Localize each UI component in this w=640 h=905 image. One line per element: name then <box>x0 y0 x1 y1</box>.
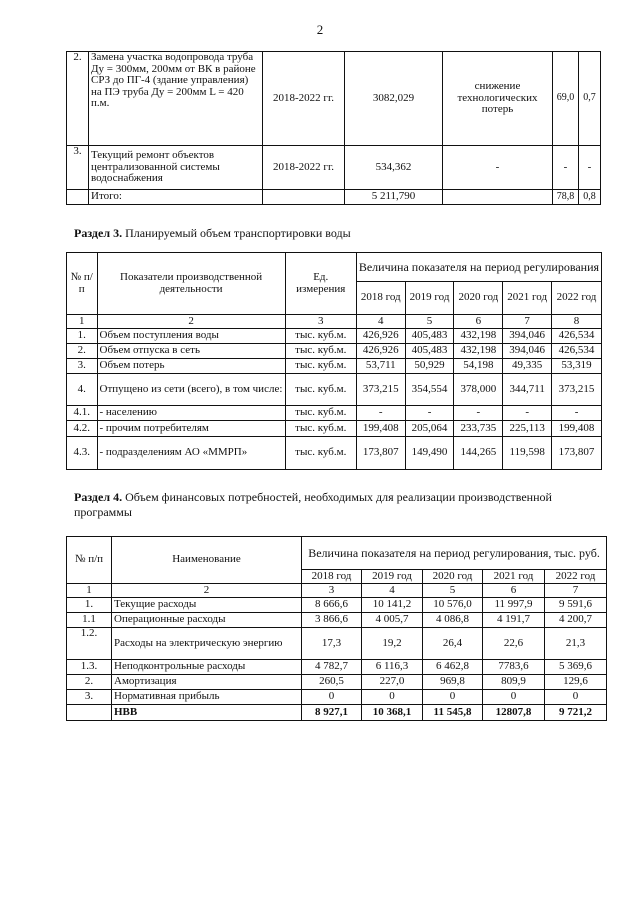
table-row <box>67 660 607 675</box>
table-row <box>67 52 601 146</box>
table-row <box>67 598 607 613</box>
measures-table <box>66 51 601 205</box>
row-value: 10 141,2 <box>362 598 423 613</box>
row-value: 344,711 <box>503 374 552 406</box>
col-number: 8 <box>552 315 602 329</box>
header-year: 2021 год <box>503 282 552 315</box>
table-total-row <box>67 190 601 205</box>
table-row <box>67 675 607 690</box>
row-value: 4 086,8 <box>423 613 483 628</box>
section3-title: Планируемый объем транспортировки воды <box>125 226 351 240</box>
section4-title: Объем финансовых потребностей, необходимых для реализации производственной программы <box>74 490 552 519</box>
row-value: 809,9 <box>483 675 545 690</box>
row-number: 4.1. <box>67 406 98 421</box>
col-number: 4 <box>356 315 405 329</box>
row-name: Объем потерь <box>97 359 285 374</box>
measure-name: Текущий ремонт объектов централизованной системы водоснабжения <box>89 146 263 190</box>
table-row <box>67 374 602 406</box>
col-number: 7 <box>503 315 552 329</box>
row-value: 969,8 <box>423 675 483 690</box>
measure-period: 2018-2022 гг. <box>263 52 345 146</box>
row-unit: тыс. куб.м. <box>285 329 356 344</box>
table-row <box>67 437 602 470</box>
row-number: 1.2. <box>67 628 112 660</box>
header-period: Величина показателя на период регулирования, тыс. руб. <box>302 537 607 570</box>
header-year: 2021 год <box>483 570 545 584</box>
row-value: 233,735 <box>454 421 503 437</box>
total-cost: 5 211,790 <box>345 190 443 205</box>
row-value: 426,926 <box>356 344 405 359</box>
total-value: 9 721,2 <box>545 705 607 721</box>
row-value: 149,490 <box>405 437 454 470</box>
row-value: 8 666,6 <box>302 598 362 613</box>
row-value: 22,6 <box>483 628 545 660</box>
row-value: 11 997,9 <box>483 598 545 613</box>
header-year: 2022 год <box>552 282 602 315</box>
row-number: 4.3. <box>67 437 98 470</box>
row-unit: тыс. куб.м. <box>285 406 356 421</box>
row-value: 17,3 <box>302 628 362 660</box>
header-year: 2020 год <box>454 282 503 315</box>
row-value: 50,929 <box>405 359 454 374</box>
row-value: 432,198 <box>454 344 503 359</box>
row-value: 5 369,6 <box>545 660 607 675</box>
measure-effect: - <box>443 146 553 190</box>
section3-label: Раздел 3. <box>74 226 123 240</box>
col-number: 2 <box>97 315 285 329</box>
header-num: № п/п <box>67 253 98 315</box>
row-value: 6 116,3 <box>362 660 423 675</box>
measure-value-2: - <box>579 146 601 190</box>
col-number: 7 <box>545 584 607 598</box>
header-period: Величина показателя на период регулирования <box>356 253 601 282</box>
measure-period: 2018-2022 гг. <box>263 146 345 190</box>
row-value: 49,335 <box>503 359 552 374</box>
table-row <box>67 690 607 705</box>
measure-effect: снижение технологических потерь <box>443 52 553 146</box>
row-value: - <box>552 406 602 421</box>
row-name: - населению <box>97 406 285 421</box>
header-unit: Ед. измерения <box>285 253 356 315</box>
row-value: 405,483 <box>405 344 454 359</box>
table-row <box>67 329 602 344</box>
row-value: 53,711 <box>356 359 405 374</box>
row-number: 4.2. <box>67 421 98 437</box>
row-value: 4 782,7 <box>302 660 362 675</box>
row-name: Амортизация <box>112 675 302 690</box>
row-number: 1. <box>67 329 98 344</box>
row-value: 119,598 <box>503 437 552 470</box>
header-year: 2018 год <box>356 282 405 315</box>
row-value: 205,064 <box>405 421 454 437</box>
section4-label: Раздел 4. <box>74 490 123 504</box>
table-row <box>67 344 602 359</box>
row-value: 129,6 <box>545 675 607 690</box>
row-number: 3. <box>67 146 89 190</box>
row-number: 4. <box>67 374 98 406</box>
row-value: 405,483 <box>405 329 454 344</box>
total-value: 10 368,1 <box>362 705 423 721</box>
row-unit: тыс. куб.м. <box>285 359 356 374</box>
row-value: 26,4 <box>423 628 483 660</box>
row-name: Операционные расходы <box>112 613 302 628</box>
row-name: Неподконтрольные расходы <box>112 660 302 675</box>
header-indicator: Показатели производственной деятельности <box>97 253 285 315</box>
col-number: 4 <box>362 584 423 598</box>
row-number: 2. <box>67 52 89 146</box>
total-value: 11 545,8 <box>423 705 483 721</box>
row-value: 432,198 <box>454 329 503 344</box>
row-unit: тыс. куб.м. <box>285 421 356 437</box>
row-value: 394,046 <box>503 344 552 359</box>
row-number: 2. <box>67 344 98 359</box>
section4-heading <box>74 490 604 520</box>
row-value: - <box>405 406 454 421</box>
total-name: НВВ <box>112 705 302 721</box>
col-number: 2 <box>112 584 302 598</box>
row-value: 0 <box>545 690 607 705</box>
row-value: 199,408 <box>356 421 405 437</box>
measure-value-1: 69,0 <box>553 52 579 146</box>
header-year: 2019 год <box>362 570 423 584</box>
header-year: 2019 год <box>405 282 454 315</box>
row-value: 173,807 <box>552 437 602 470</box>
row-value: 7783,6 <box>483 660 545 675</box>
row-value: 21,3 <box>545 628 607 660</box>
header-year: 2020 год <box>423 570 483 584</box>
col-number: 5 <box>423 584 483 598</box>
row-value: 373,215 <box>552 374 602 406</box>
row-value: 10 576,0 <box>423 598 483 613</box>
header-year: 2018 год <box>302 570 362 584</box>
row-value: 225,113 <box>503 421 552 437</box>
row-value: 354,554 <box>405 374 454 406</box>
row-value: 4 005,7 <box>362 613 423 628</box>
table-total-row <box>67 705 607 721</box>
measure-cost: 3082,029 <box>345 52 443 146</box>
row-unit: тыс. куб.м. <box>285 437 356 470</box>
row-value: 53,319 <box>552 359 602 374</box>
row-value: 0 <box>423 690 483 705</box>
measure-name: Замена участка водопровода труба Ду = 300мм, 200мм от ВК в районе СРЗ до ПГ-4 (здание управления) на ПЭ труба Ду = 200мм L = 420 п.м. <box>89 52 263 146</box>
row-value: 4 191,7 <box>483 613 545 628</box>
header-year: 2022 год <box>545 570 607 584</box>
section3-heading <box>74 226 351 241</box>
row-value: 426,534 <box>552 329 602 344</box>
total-value-2: 0,8 <box>579 190 601 205</box>
row-value: 19,2 <box>362 628 423 660</box>
col-number: 5 <box>405 315 454 329</box>
col-number: 3 <box>285 315 356 329</box>
col-number: 1 <box>67 315 98 329</box>
water-transport-table <box>66 252 602 470</box>
page-number: 2 <box>316 22 324 37</box>
row-value: 426,534 <box>552 344 602 359</box>
row-unit: тыс. куб.м. <box>285 344 356 359</box>
row-value: 394,046 <box>503 329 552 344</box>
column-number-row <box>67 584 607 598</box>
row-value: - <box>356 406 405 421</box>
row-value: 9 591,6 <box>545 598 607 613</box>
row-value: 6 462,8 <box>423 660 483 675</box>
table-row <box>67 421 602 437</box>
row-value: 0 <box>483 690 545 705</box>
table-row <box>67 628 607 660</box>
row-number: 3. <box>67 359 98 374</box>
table-row <box>67 146 601 190</box>
row-name: - прочим потребителям <box>97 421 285 437</box>
row-value: 173,807 <box>356 437 405 470</box>
total-value-1: 78,8 <box>553 190 579 205</box>
row-value: 4 200,7 <box>545 613 607 628</box>
measure-value-1: - <box>553 146 579 190</box>
header-num: № п/п <box>67 537 112 584</box>
row-name: - подразделениям АО «ММРП» <box>97 437 285 470</box>
col-number: 6 <box>483 584 545 598</box>
col-number: 1 <box>67 584 112 598</box>
measure-cost: 534,362 <box>345 146 443 190</box>
row-value: 378,000 <box>454 374 503 406</box>
financial-needs-table <box>66 536 607 721</box>
row-name: Нормативная прибыль <box>112 690 302 705</box>
measure-value-2: 0,7 <box>579 52 601 146</box>
row-unit: тыс. куб.м. <box>285 374 356 406</box>
total-value: 12807,8 <box>483 705 545 721</box>
row-name: Объем отпуска в сеть <box>97 344 285 359</box>
row-number: 2. <box>67 675 112 690</box>
row-value: - <box>454 406 503 421</box>
row-value: 0 <box>302 690 362 705</box>
total-label: Итого: <box>89 190 263 205</box>
row-number: 1.1 <box>67 613 112 628</box>
row-value: 426,926 <box>356 329 405 344</box>
col-number: 3 <box>302 584 362 598</box>
row-value: 373,215 <box>356 374 405 406</box>
row-number: 1.3. <box>67 660 112 675</box>
col-number: 6 <box>454 315 503 329</box>
row-number: 3. <box>67 690 112 705</box>
row-value: 54,198 <box>454 359 503 374</box>
column-number-row <box>67 315 602 329</box>
table-row <box>67 359 602 374</box>
row-number: 1. <box>67 598 112 613</box>
header-name: Наименование <box>112 537 302 584</box>
row-value: 260,5 <box>302 675 362 690</box>
row-value: 227,0 <box>362 675 423 690</box>
row-name: Отпущено из сети (всего), в том числе: <box>97 374 285 406</box>
total-value: 8 927,1 <box>302 705 362 721</box>
row-value: - <box>503 406 552 421</box>
row-name: Расходы на электрическую энергию <box>112 628 302 660</box>
row-name: Текущие расходы <box>112 598 302 613</box>
row-value: 0 <box>362 690 423 705</box>
row-value: 3 866,6 <box>302 613 362 628</box>
table-row <box>67 613 607 628</box>
row-value: 144,265 <box>454 437 503 470</box>
row-name: Объем поступления воды <box>97 329 285 344</box>
row-value: 199,408 <box>552 421 602 437</box>
table-row <box>67 406 602 421</box>
